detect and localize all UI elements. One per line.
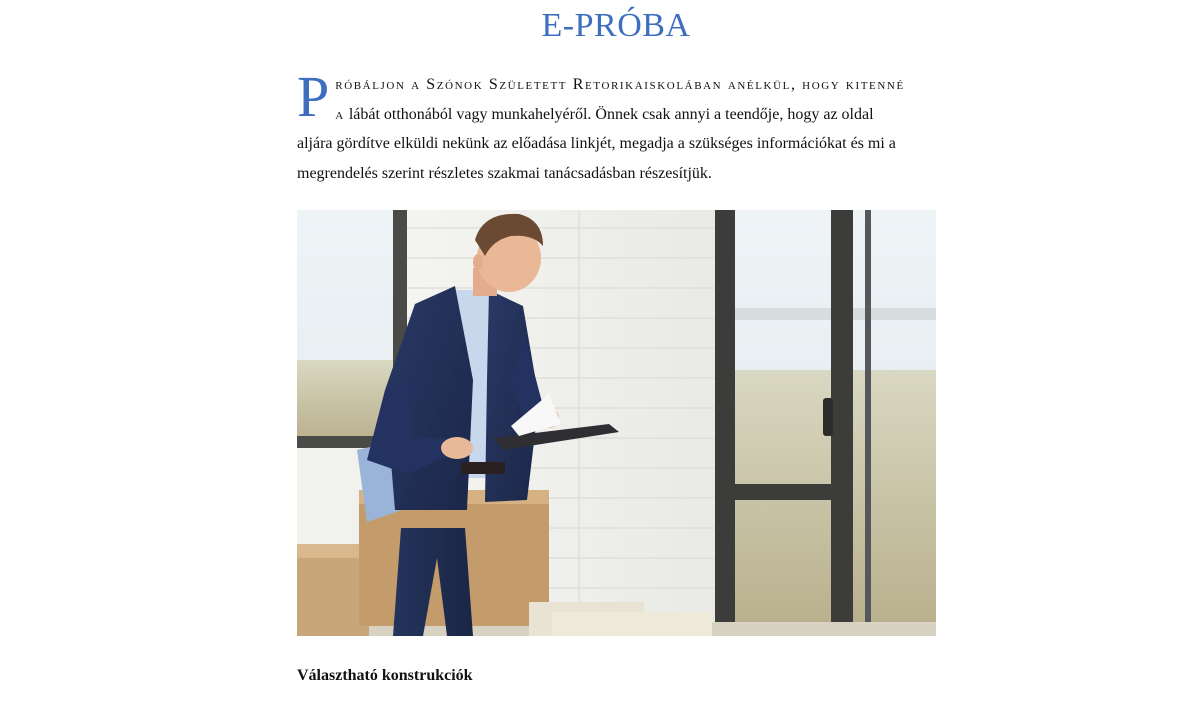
intro-lead: róbáljon a Szónok Született Retorikaiskolában anélkül, hogy kitenné a (335, 76, 905, 123)
page-title: E-PRÓBA (541, 7, 691, 44)
intro-paragraph (297, 64, 912, 188)
hero-image (297, 210, 936, 636)
section-heading: Választható konstrukciók (297, 667, 473, 684)
intro-dropcap: P (297, 64, 330, 129)
photo-man-with-clipboard-icon (297, 210, 936, 636)
intro-body: lábát otthonából vagy munkahelyéről. Önnek csak annyi a teendője, hogy az oldal aljára gördítve elküldi nekünk az előadása linkjét, megadja a szükséges információkat és mi a megrendelés szerint részletes szakmai tanácsadásban részesítjük. (297, 105, 896, 182)
